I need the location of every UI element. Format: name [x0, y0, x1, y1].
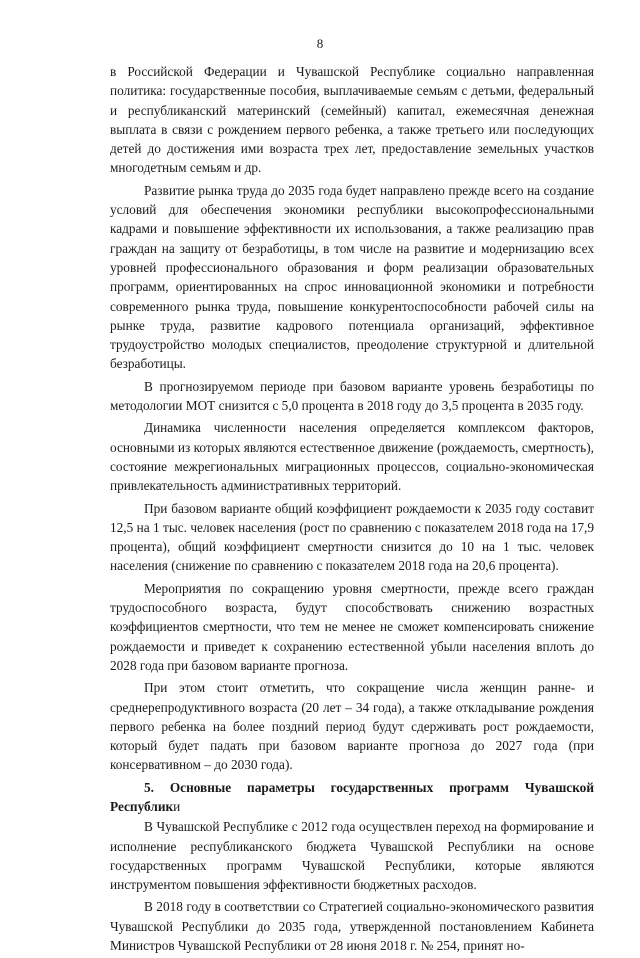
- page-number: 8: [316, 36, 324, 51]
- page-body: [110, 62, 594, 958]
- paragraph-labor-market: Развитие рынка труда до 2035 года будет направлено прежде всего на создание условий для обеспечения экономики республики высокопрофессиональными кадрами и повышение эффективности их использования, а также реализацию прав граждан на защиту от безработицы, в том числе на развитие и модернизацию всех уровней профессионального образования и форм реализации образовательных программ, ориентированных на спрос инновационной экономики и потребности современного рынка труда, повышение конкурентоспособности рабочей силы на рынке труда, развитие кадрового потенциала организаций, эффективное трудоустройство молодых специалистов, преодоление структурной и длительной безработицы.: [110, 182, 594, 372]
- paragraph-social-policy: в Российской Федерации и Чувашской Республике социально направленная политика: государственные пособия, выплачиваемые семьям с детьми, федеральный и республиканский материнский (семейный) капитал, ежемесячная денежная выплата в связи с рождением первого ребенка, а также третьего или последующих детей до достижения ими возраста трех лет, предоставление земельных участков многодетным семьям и др.: [110, 64, 594, 176]
- paragraph-strategy-2035: В 2018 году в соответствии со Стратегией социально-экономического развития Чувашской Республики до 2035 года, утвержденной постановлением Кабинета Министров Чувашской Республики от 28 июня 2018 г. № 254, принят но-: [110, 899, 594, 954]
- section-heading-tail: и: [173, 798, 181, 814]
- paragraph-budget-programs: В Чувашской Республике с 2012 года осуществлен переход на формирование и исполнение республиканского бюджета Чувашской Республики на основе государственных программ Чувашской Республики, которые являются инструментом повышения эффективности бюджетных расходов.: [110, 819, 594, 893]
- paragraph-reproductive-age: При этом стоит отметить, что сокращение числа женщин ранне- и среднерепродуктивного возраста (20 лет – 34 года), а также откладывание рождения первого ребенка на более поздний период будут сдерживать рост рождаемости, который будет падать при базовом варианте прогноза до 2027 года (при консервативном – до 2030 года).: [110, 680, 594, 773]
- paragraph-unemployment-forecast: В прогнозируемом периоде при базовом варианте уровень безработицы по методологии МОТ снизится с 5,0 процента в 2018 году до 3,5 процента в 2035 году.: [110, 378, 594, 414]
- paragraph-mortality-measures: Мероприятия по сокращению уровня смертности, прежде всего граждан трудоспособного возраста, будут способствовать снижению возрастных коэффициентов смертности, что тем не менее не сможет компенсировать снижение рождаемости и приведет к сохранению естественной убыли населения вплоть до 2028 года при базовом варианте прогноза.: [110, 580, 594, 673]
- section-heading: [110, 778, 594, 817]
- section-heading-bold: 5. Основные параметры государственных программ Чувашской Республик: [110, 779, 594, 814]
- paragraph-population-dynamics: Динамика численности населения определяется комплексом факторов, основными из которых являются естественное движение (рождаемость, смертность), состояние межрегиональных миграционных процессов, социально-экономическая привлекательность административных территорий.: [110, 420, 594, 494]
- paragraph-birth-death-rates: При базовом варианте общий коэффициент рождаемости к 2035 году составит 12,5 на 1 тыс. человек населения (рост по сравнению с показателем 2018 года на 17,9 процента), общий коэффициент смертности снизится до 10 на 1 тыс. человек населения (снижение по сравнению с показателем 2018 года на 20,6 процента).: [110, 500, 594, 574]
